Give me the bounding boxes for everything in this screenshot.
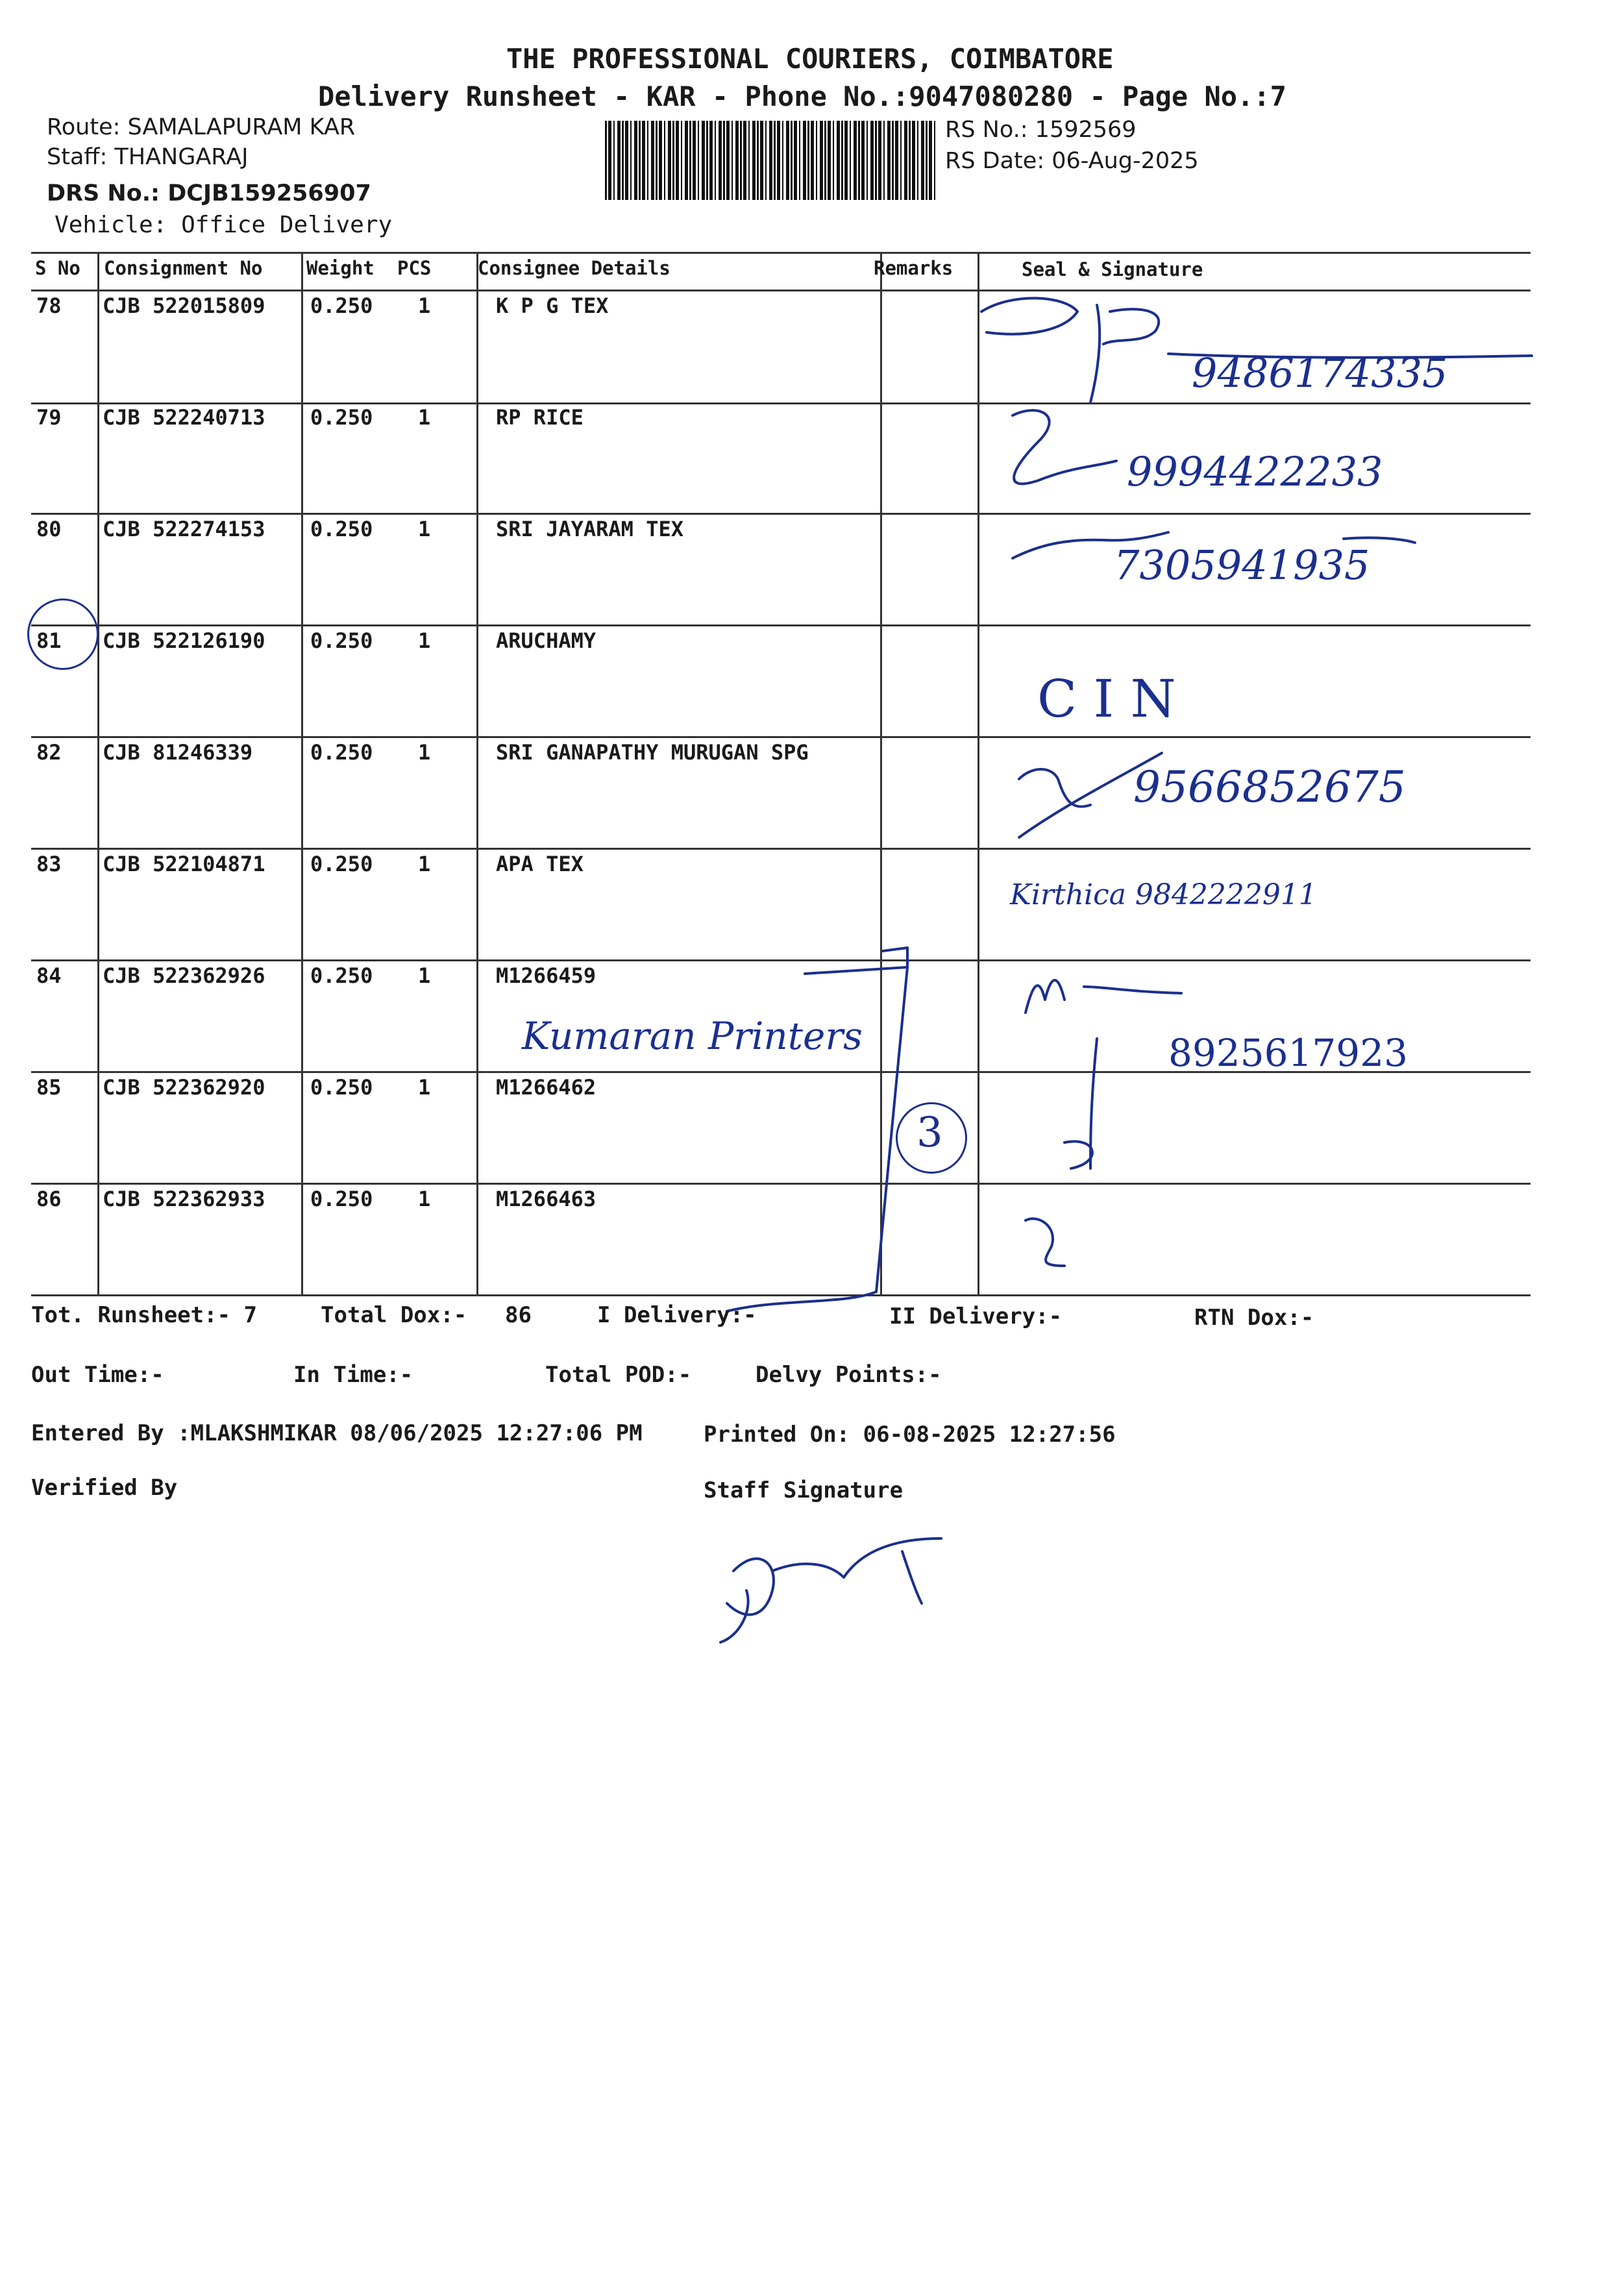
tot-runsheet: Tot. Runsheet:- 7: [31, 1302, 257, 1328]
row-consignment: CJB 522240713: [103, 405, 265, 430]
row-weight: 0.250: [310, 740, 373, 765]
row-pcs: 1: [418, 405, 431, 430]
row-consignee: K P G TEX: [496, 293, 609, 318]
delvy-points: Delvy Points:-: [756, 1362, 942, 1388]
vehicle-label: Vehicle: Office Delivery: [55, 212, 393, 238]
col-weight: Weight: [306, 257, 375, 279]
printed-on: Printed On: 06-08-2025 12:27:56: [704, 1422, 1116, 1448]
row-pcs: 1: [418, 293, 431, 318]
row-consignee: ARUCHAMY: [496, 628, 596, 653]
row-sno: 83: [36, 852, 62, 876]
staff-signature-label: Staff Signature: [704, 1477, 904, 1503]
row-sno: 78: [36, 293, 62, 318]
verified-by: Verified By: [31, 1475, 178, 1501]
row-sno: 85: [36, 1075, 62, 1100]
row-pcs: 1: [418, 1187, 431, 1211]
row-sno: 80: [36, 517, 62, 541]
route-label: Route: SAMALAPURAM KAR: [47, 114, 356, 140]
company-title: THE PROFESSIONAL COURIERS, COIMBATORE: [506, 43, 1114, 75]
row-weight: 0.250: [310, 1075, 373, 1100]
row-consignee: M1266462: [496, 1075, 596, 1100]
rs-number: RS No.: 1592569: [945, 117, 1137, 143]
row-pcs: 1: [418, 1075, 431, 1100]
row-consignee: M1266459: [496, 963, 596, 988]
total-dox-label: Total Dox:-: [321, 1302, 467, 1328]
row-consignment: CJB 522362926: [103, 963, 265, 988]
rs-date: RS Date: 06-Aug-2025: [945, 148, 1199, 174]
row-pcs: 1: [418, 852, 431, 876]
drs-number: DRS No.: DCJB159256907: [47, 180, 371, 206]
col-seal-signature: Seal & Signature: [1022, 258, 1203, 280]
col-remarks: Remarks: [874, 257, 953, 279]
row-weight: 0.250: [310, 628, 373, 653]
row-consignee: APA TEX: [496, 852, 584, 876]
row-sno: 79: [36, 405, 62, 430]
row-consignment: CJB 522104871: [103, 852, 265, 876]
row-consignment: CJB 522274153: [103, 517, 265, 541]
row-weight: 0.250: [310, 1187, 373, 1211]
row-sno: 82: [36, 740, 62, 765]
col-consignee: Consignee Details: [478, 257, 670, 279]
row-consignment: CJB 522362920: [103, 1075, 265, 1100]
row-weight: 0.250: [310, 293, 373, 318]
row-sno: 84: [36, 963, 62, 988]
total-dox-value: 86: [505, 1302, 532, 1328]
row-consignment: CJB 522362933: [103, 1187, 265, 1211]
row-phone: Kirthica 9842222911: [1010, 878, 1317, 911]
row-consignee: M1266463: [496, 1187, 596, 1211]
rtn-dox: RTN Dox:-: [1194, 1305, 1314, 1331]
row-pcs: 1: [418, 740, 431, 765]
staff-label: Staff: THANGARAJ: [47, 144, 249, 170]
row-pcs: 1: [418, 628, 431, 653]
handwritten-recipient-name: Kumaran Printers: [522, 1014, 863, 1058]
row-weight: 0.250: [310, 852, 373, 876]
row-consignment: CJB 81246339: [103, 740, 253, 765]
row-sno: 81: [36, 628, 62, 653]
row-phone: 9994422233: [1127, 448, 1383, 495]
row-sno: 86: [36, 1187, 62, 1211]
i-delivery: I Delivery:-: [597, 1302, 757, 1328]
row-consignment: CJB 522015809: [103, 293, 265, 318]
row-pcs: 1: [418, 517, 431, 541]
row-phone: C I N: [1037, 669, 1176, 729]
out-time: Out Time:-: [31, 1362, 164, 1388]
row-phone: 8925617923: [1168, 1031, 1408, 1075]
row-consignee: RP RICE: [496, 405, 584, 430]
row-consignment: CJB 522126190: [103, 628, 265, 653]
entered-by: Entered By :MLAKSHMIKAR 08/06/2025 12:27:06 PM: [31, 1420, 643, 1446]
row-pcs: 1: [418, 963, 431, 988]
col-consignment: Consignment No: [104, 257, 263, 279]
col-pcs: PCS: [397, 257, 432, 279]
ii-delivery: II Delivery:-: [889, 1303, 1063, 1329]
total-pod: Total POD:-: [545, 1362, 692, 1388]
row-weight: 0.250: [310, 517, 373, 541]
row-phone: 7305941935: [1114, 541, 1370, 589]
in-time: In Time:-: [293, 1362, 413, 1388]
runsheet-subtitle: Delivery Runsheet - KAR - Phone No.:9047080280 - Page No.:7: [318, 80, 1286, 112]
row-phone: 9486174335: [1192, 349, 1448, 397]
row-weight: 0.250: [310, 963, 373, 988]
row-weight: 0.250: [310, 405, 373, 430]
row-consignee: SRI GANAPATHY MURUGAN SPG: [496, 740, 809, 765]
row-phone: 9566852675: [1133, 762, 1406, 812]
handwritten-count: 3: [916, 1109, 943, 1157]
row-consignee: SRI JAYARAM TEX: [496, 517, 683, 541]
col-sno: S No: [35, 257, 80, 279]
